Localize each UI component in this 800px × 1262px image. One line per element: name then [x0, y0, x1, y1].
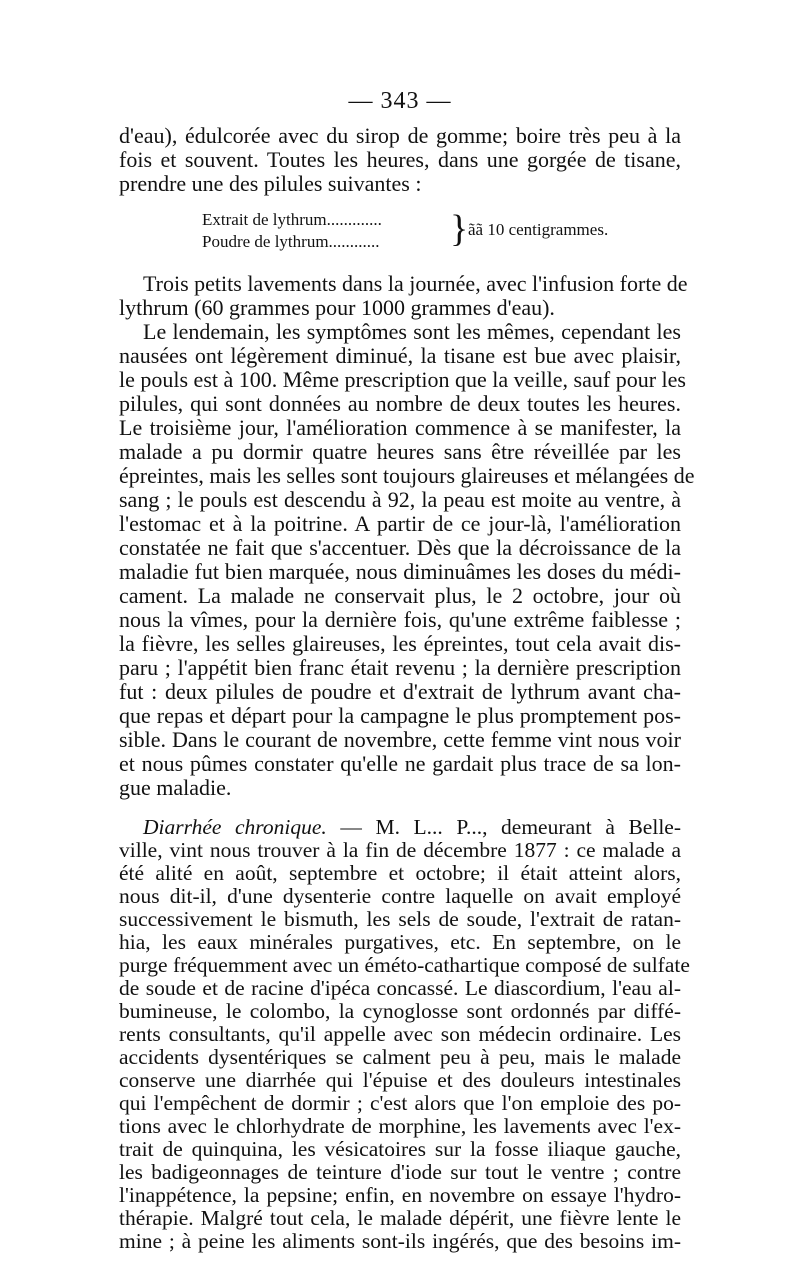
text-line: pilules, qui sont données au nombre de deux toutes les heures. — [119, 391, 681, 416]
text-line: mine ; à peine les aliments sont-ils ingérés, que des besoins im- — [119, 1229, 681, 1253]
text-line: et nous pûmes constater qu'elle ne gardait plus trace de sa lon- — [119, 751, 681, 776]
text-line: maladie fut bien marquée, nous diminuâmes les doses du médi- — [119, 559, 681, 584]
prescription-item: Poudre de lythrum............ — [202, 232, 380, 251]
text-line: d'eau), édulcorée avec du sirop de gomme; boire très peu à la — [119, 123, 681, 148]
section-heading: Diarrhée chronique. — [143, 815, 327, 839]
text-line: constatée ne fait que s'accentuer. Dès que la décroissance de la — [119, 535, 681, 560]
text-line: le pouls est à 100. Même prescription que la veille, sauf pour les — [119, 367, 686, 392]
text-line: épreintes, mais les selles sont toujours glaireuses et mélangées de — [119, 463, 695, 488]
brace-symbol: } — [450, 208, 469, 250]
text-line: hia, les eaux minérales purgatives, etc. En septembre, on le — [119, 930, 681, 954]
text-line: fois et souvent. Toutes les heures, dans une gorgée de tisane, — [119, 147, 681, 172]
prescription-dose: ãã 10 centigrammes. — [468, 220, 609, 239]
page-number: — 343 — — [348, 88, 452, 114]
text-line: rents consultants, qu'il appelle avec son médecin ordinaire. Les — [119, 1022, 681, 1046]
text-line: nausées ont légèrement diminué, la tisane est bue avec plaisir, — [119, 343, 681, 368]
text-line: conserve une diarrhée qui l'épuise et des douleurs intestinales — [119, 1068, 681, 1092]
text-line: paru ; l'appétit bien franc était revenu ; la dernière prescription — [119, 655, 681, 680]
text-line: Le troisième jour, l'amélioration commence à se manifester, la — [119, 415, 681, 440]
text-line: successivement le bismuth, les sels de soude, l'extrait de ratan- — [119, 907, 681, 931]
text-line: ville, vint nous trouver à la fin de décembre 1877 : ce malade a — [119, 838, 681, 862]
text-line: prendre une des pilules suivantes : — [119, 171, 422, 196]
text-line: été alité en août, septembre et octobre; il était atteint alors, — [119, 861, 681, 885]
text-line: nous dit-il, d'une dysenterie contre laquelle on avait employé — [119, 884, 681, 908]
text-line — [119, 816, 681, 839]
text-line: tions avec le chlorhydrate de morphine, les lavements avec l'ex- — [119, 1114, 681, 1138]
text-line: Trois petits lavements dans la journée, avec l'infusion forte de — [143, 271, 688, 296]
text-line: accidents dysentériques se calment peu à peu, mais le malade — [119, 1045, 681, 1069]
text-line: que repas et départ pour la campagne le plus promptement pos- — [119, 703, 681, 728]
text-line: Le lendemain, les symptômes sont les mêmes, cependant les — [143, 319, 681, 344]
text-line: thérapie. Malgré tout cela, le malade dépérit, une fièvre lente le — [119, 1206, 681, 1230]
text-line: lythrum (60 grammes pour 1000 grammes d'eau). — [119, 295, 555, 320]
text-line: l'inappétence, la pepsine; enfin, en novembre on essaye l'hydro- — [119, 1183, 681, 1207]
text-line: qui l'empêchent de dormir ; c'est alors que l'on emploie des po- — [119, 1091, 681, 1115]
text-line: fut : deux pilules de poudre et d'extrait de lythrum avant cha- — [119, 679, 681, 704]
text-line: les badigeonnages de teinture d'iode sur tout le ventre ; contre — [119, 1160, 681, 1184]
text-line: nous la vîmes, pour la dernière fois, qu'une extrême faiblesse ; — [119, 607, 681, 632]
text-line: de soude et de racine d'ipéca concassé. Le diascordium, l'eau al- — [119, 976, 681, 1000]
prescription-item: Extrait de lythrum............. — [202, 210, 382, 229]
text-line: la fièvre, les selles glaireuses, les épreintes, tout cela avait dis- — [119, 631, 681, 656]
text-line: cament. La malade ne conservait plus, le 2 octobre, jour où — [119, 583, 681, 608]
text-line: purge fréquemment avec un éméto-cathartique composé de sulfate — [119, 953, 690, 977]
text-line: gue maladie. — [119, 775, 232, 800]
text-line: malade a pu dormir quatre heures sans être réveillée par les — [119, 439, 681, 464]
text-line: bumineuse, le colombo, la cynoglosse sont ordonnés par diffé- — [119, 999, 681, 1023]
text-line: sible. Dans le courant de novembre, cette femme vint nous voir — [119, 727, 681, 752]
text-line: trait de quinquina, les vésicatoires sur la fosse iliaque gauche, — [119, 1137, 681, 1161]
text-line: sang ; le pouls est descendu à 92, la peau est moite au ventre, à — [119, 487, 681, 512]
text-span: — M. L... P..., demeurant à Belle- — [326, 815, 682, 839]
text-line: l'estomac et à la poitrine. A partir de ce jour-là, l'amélioration — [119, 511, 681, 536]
